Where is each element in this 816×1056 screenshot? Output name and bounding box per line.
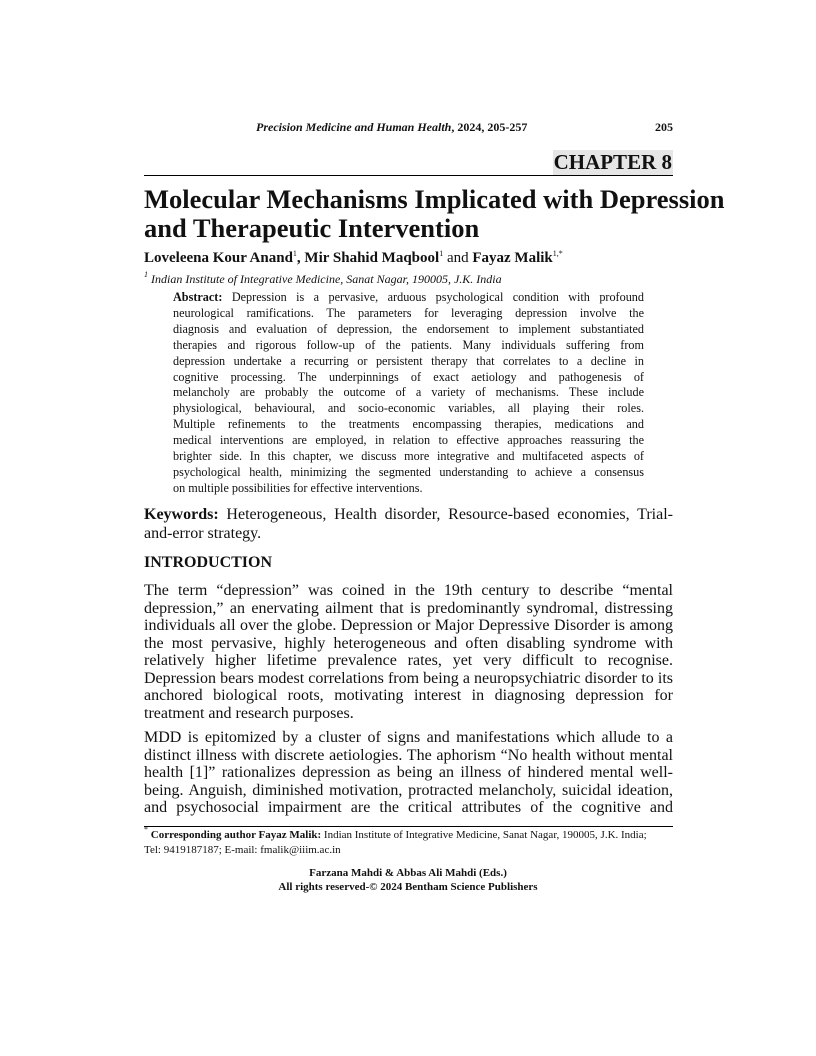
book-credits: [0, 866, 816, 894]
line-text: Heterogeneous, Health disorder, Resource-based economies, Trial-: [218, 506, 673, 523]
journal-citation: [256, 120, 527, 135]
footnote-divider: [144, 826, 673, 827]
text-line: on multiple possibilities for effective interventions.: [173, 480, 423, 495]
paragraph: [144, 729, 673, 817]
author-name: Fayaz Malik: [472, 250, 553, 266]
footnote-label: Corresponding author Fayaz Malik:: [148, 829, 322, 841]
copyright: All rights reserved-© 2024 Bentham Science Publishers: [278, 881, 538, 893]
header-divider: [144, 175, 673, 176]
author-name: Mir Shahid Maqbool: [304, 250, 440, 266]
text-line: being. Anguish, diminished motivation, protracted melancholy, suicidal ideation,: [144, 781, 673, 799]
author-affil-sup: 1: [292, 249, 297, 258]
author-affil-sup: 1: [439, 249, 444, 258]
text-line: [144, 506, 673, 525]
text-line: individuals all over the globe. Depression or Major Depressive Disorder is among: [144, 617, 673, 634]
journal-year-pages: , 2024, 205-257: [451, 120, 528, 134]
keywords: [144, 506, 673, 543]
line-text: Depression is a pervasive, arduous psychological condition with profound: [222, 290, 644, 304]
footnote: [144, 825, 647, 842]
title-line: Molecular Mechanisms Implicated with Depression: [144, 184, 725, 214]
text-line: MDD is epitomized by a cluster of signs and manifestations which allude to a: [144, 729, 673, 746]
footnote-mark: *: [144, 825, 148, 834]
chapter-title: [144, 185, 725, 243]
author-name: Loveleena Kour Anand: [144, 250, 293, 266]
text-line: the most pervasive, highly heterogeneous and often disabling syndrome with: [144, 634, 673, 652]
affil-text: Indian Institute of Integrative Medicine, Sanat Nagar, 190005, J.K. India: [148, 272, 502, 286]
text-line: depression undertake a recurring or persistent therapy that correlates to a decline in: [173, 353, 644, 368]
affil-sup: 1: [144, 270, 148, 279]
affiliation: [144, 272, 502, 286]
text-line: Multiple refinements to the treatments encompassing therapies, medications and: [173, 417, 644, 432]
paragraph: [144, 582, 673, 722]
text-line: psychological health, minimizing the segmented understanding to achieve a consensus: [173, 464, 644, 479]
inline-label: Abstract:: [173, 290, 223, 304]
title-line: and Therapeutic Intervention: [144, 213, 480, 243]
text-line: therapies and rigorous follow-up of the patients. Many individuals suffering from: [173, 337, 644, 352]
inline-label: Keywords:: [144, 506, 219, 523]
section-heading: INTRODUCTION: [144, 554, 273, 571]
chapter-label: CHAPTER 8: [553, 150, 672, 174]
text-line: cognitive processing. The underpinnings of exact aetiology and pathogenesis of: [173, 369, 644, 384]
journal-title: Precision Medicine and Human Health: [256, 120, 452, 134]
author-list: [144, 249, 563, 267]
text-line: melancholy are probably the outcome of a variety of mechanisms. These include: [173, 385, 644, 400]
text-line: neurological ramifications. The parameters for leveraging depression involve the: [173, 305, 644, 320]
abstract: [173, 290, 644, 497]
text-line: medical interventions are employed, in relation to effective approaches reassuring the: [173, 433, 644, 448]
text-line: depression,” an enervating ailment that is predominantly syndromal, distressing: [144, 599, 673, 617]
text-line: health [1]” rationalizes depression as being an illness of hindered mental well-: [144, 764, 673, 781]
footnote-text: Indian Institute of Integrative Medicine, Sanat Nagar, 190005, J.K. India;: [321, 829, 647, 841]
text-line: relatively higher lifetime prevalence rates, yet very difficult to recognise.: [144, 652, 673, 669]
text-line: brighter side. In this chapter, we discuss more integrative and multifaceted aspects of: [173, 449, 644, 464]
text-line: [173, 290, 644, 306]
text-line: and psychosocial impairment are the critical attributes of the cognitive and: [144, 799, 673, 816]
author-separator: ,: [296, 250, 305, 266]
text-line: physiological, behavioural, and socio-economic variables, all playing their roles.: [173, 401, 644, 416]
author-conjunction: and: [443, 250, 473, 266]
author-affil-sup: 1,*: [552, 249, 563, 258]
text-line: distinct illness with discrete aetiologies. The aphorism “No health without mental: [144, 746, 673, 764]
text-line: The term “depression” was coined in the 19th century to describe “mental: [144, 582, 673, 599]
page-number: 205: [655, 120, 673, 134]
editors: Farzana Mahdi & Abbas Ali Mahdi (Eds.): [309, 867, 507, 879]
text-line: diagnosis and evaluation of depression, the endorsement to implement substantiated: [173, 321, 644, 336]
footnote-contact: Tel: 9419187187; E-mail: fmalik@iiim.ac.in: [144, 844, 341, 856]
text-line: treatment and research purposes.: [144, 704, 354, 722]
text-line: anchored biological roots, motivating interest in diagnosing depression for: [144, 687, 673, 704]
text-line: Depression bears modest correlations from being a neuropsychiatric disorder to its: [144, 669, 673, 687]
text-line: and-error strategy.: [144, 524, 262, 542]
